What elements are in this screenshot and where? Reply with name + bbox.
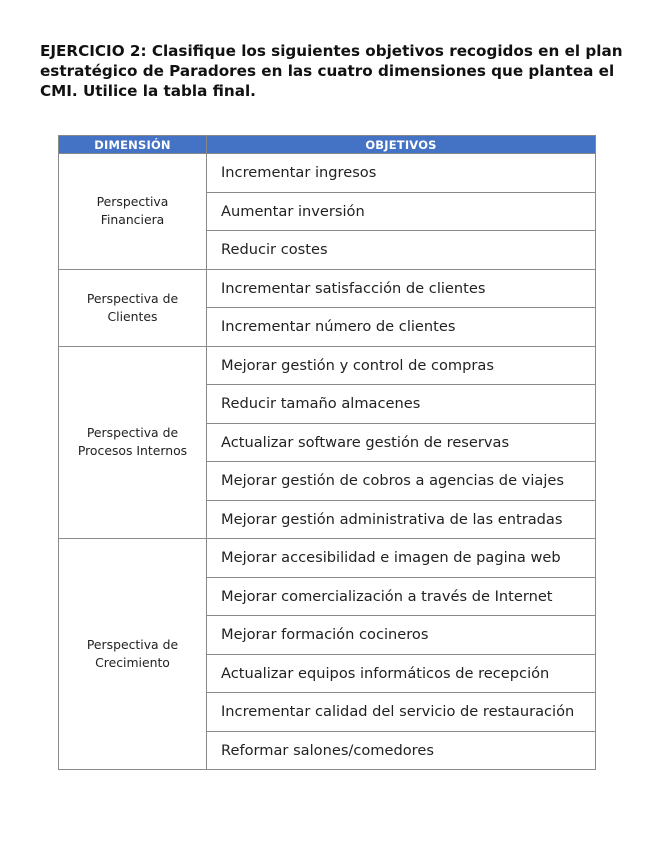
objective-cell: Mejorar gestión y control de compras <box>207 346 596 385</box>
table-header-row <box>59 136 596 154</box>
objective-cell: Reformar salones/comedores <box>207 731 596 770</box>
dimension-cell-clientes <box>59 269 207 346</box>
objective-cell: Mejorar gestión de cobros a agencias de viajes <box>207 462 596 501</box>
objective-cell: Incrementar calidad del servicio de restauración <box>207 693 596 732</box>
objective-cell: Incrementar ingresos <box>207 154 596 193</box>
objective-cell: Actualizar equipos informáticos de recepción <box>207 654 596 693</box>
table-row <box>59 269 596 308</box>
objective-cell: Incrementar número de clientes <box>207 308 596 347</box>
objective-cell: Actualizar software gestión de reservas <box>207 423 596 462</box>
objective-cell: Reducir tamaño almacenes <box>207 385 596 424</box>
objective-cell: Mejorar gestión administrativa de las entradas <box>207 500 596 539</box>
objective-cell: Reducir costes <box>207 231 596 270</box>
table-row <box>59 539 596 578</box>
objective-cell: Mejorar formación cocineros <box>207 616 596 655</box>
objective-cell: Mejorar comercialización a través de Internet <box>207 577 596 616</box>
dimension-header: DIMENSIÓN <box>59 136 207 154</box>
objectives-header: OBJETIVOS <box>207 136 596 154</box>
table-row <box>59 154 596 193</box>
objective-cell: Mejorar accesibilidad e imagen de pagina web <box>207 539 596 578</box>
table-row <box>59 346 596 385</box>
dimension-cell-procesos <box>59 346 207 539</box>
objective-cell: Aumentar inversión <box>207 192 596 231</box>
dimension-label: Perspectiva de Crecimiento <box>86 637 179 670</box>
exercise-heading: EJERCICIO 2: Clasifique los siguientes objetivos recogidos en el plan estratégico de Paradores en las cuatro dimensiones que plantea el CMI. Utilice la tabla final. <box>40 42 623 100</box>
objective-cell: Incrementar satisfacción de clientes <box>207 269 596 308</box>
dimension-cell-crecimiento <box>59 539 207 770</box>
dimension-cell-financiera <box>59 154 207 270</box>
cmi-table <box>58 135 596 770</box>
dimension-label: Perspectiva Financiera <box>96 194 169 228</box>
dimension-label: Perspectiva de Clientes <box>86 290 179 324</box>
dimension-label: Perspectiva de Procesos Internos <box>77 425 188 459</box>
